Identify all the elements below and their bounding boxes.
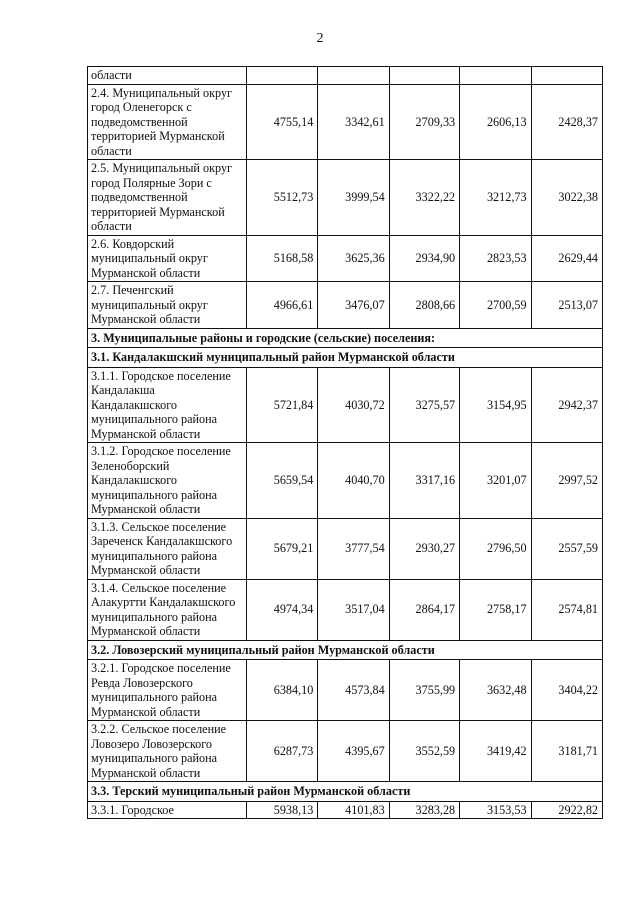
table-row — [88, 443, 603, 519]
table-row — [88, 721, 603, 782]
table-row — [88, 160, 603, 236]
value-cell: 2758,17 — [460, 579, 531, 640]
value-cell: 4395,67 — [318, 721, 389, 782]
territory-name-cell: 3.3.1. Городское — [88, 801, 247, 819]
value-cell: 3317,16 — [389, 443, 459, 519]
value-cell: 3999,54 — [318, 160, 389, 236]
territory-name-cell: области — [88, 67, 247, 85]
value-cell: 4966,61 — [246, 282, 317, 329]
table-row — [88, 67, 603, 85]
value-cell: 3022,38 — [531, 160, 602, 236]
value-cell: 2934,90 — [389, 235, 459, 282]
territory-name-cell: 2.7. Печенгский муниципальный округ Мурманской области — [88, 282, 247, 329]
value-cell: 4573,84 — [318, 660, 389, 721]
tariff-table — [87, 66, 603, 819]
value-cell: 3476,07 — [318, 282, 389, 329]
value-cell: 3777,54 — [318, 518, 389, 579]
value-cell: 3275,57 — [389, 367, 459, 443]
value-cell: 2700,59 — [460, 282, 531, 329]
value-cell: 4974,34 — [246, 579, 317, 640]
value-cell: 3755,99 — [389, 660, 459, 721]
value-cell: 2864,17 — [389, 579, 459, 640]
table-row — [88, 579, 603, 640]
value-cell: 3153,53 — [460, 801, 531, 819]
page-number: 2 — [316, 31, 324, 46]
value-cell: 3181,71 — [531, 721, 602, 782]
value-cell: 5168,58 — [246, 235, 317, 282]
value-cell: 2922,82 — [531, 801, 602, 819]
value-cell: 3322,22 — [389, 160, 459, 236]
table-body — [88, 67, 603, 819]
territory-name-cell: 2.6. Ковдорский муниципальный округ Мурманской области — [88, 235, 247, 282]
territory-name-cell: 3.1.4. Сельское поселение Алакуртти Кандалакшского муниципального района Мурманской области — [88, 579, 247, 640]
value-cell: 3517,04 — [318, 579, 389, 640]
value-cell: 5659,54 — [246, 443, 317, 519]
value-cell: 2557,59 — [531, 518, 602, 579]
value-cell: 4101,83 — [318, 801, 389, 819]
value-cell: 2629,44 — [531, 235, 602, 282]
value-cell: 2606,13 — [460, 84, 531, 160]
value-cell — [246, 67, 317, 85]
table-row — [88, 282, 603, 329]
table-row — [88, 518, 603, 579]
table-row — [88, 801, 603, 819]
value-cell — [318, 67, 389, 85]
value-cell: 2513,07 — [531, 282, 602, 329]
value-cell — [531, 67, 602, 85]
value-cell: 2930,27 — [389, 518, 459, 579]
value-cell — [460, 67, 531, 85]
section-header-row — [88, 328, 603, 348]
value-cell: 3625,36 — [318, 235, 389, 282]
value-cell: 2709,33 — [389, 84, 459, 160]
value-cell: 4040,70 — [318, 443, 389, 519]
value-cell: 3212,73 — [460, 160, 531, 236]
section-header-row — [88, 782, 603, 802]
value-cell: 3283,28 — [389, 801, 459, 819]
table-row — [88, 660, 603, 721]
value-cell: 2823,53 — [460, 235, 531, 282]
value-cell: 5512,73 — [246, 160, 317, 236]
table-row — [88, 367, 603, 443]
territory-name-cell: 3.2.2. Сельское поселение Ловозеро Ловозерского муниципального района Мурманской области — [88, 721, 247, 782]
value-cell: 6287,73 — [246, 721, 317, 782]
value-cell: 5721,84 — [246, 367, 317, 443]
section-header-row — [88, 640, 603, 660]
section-header-row — [88, 348, 603, 368]
value-cell: 3404,22 — [531, 660, 602, 721]
section-title: 3.2. Ловозерский муниципальный район Мурманской области — [88, 640, 603, 660]
value-cell: 2942,37 — [531, 367, 602, 443]
value-cell: 2808,66 — [389, 282, 459, 329]
value-cell: 2428,37 — [531, 84, 602, 160]
value-cell: 3419,42 — [460, 721, 531, 782]
value-cell: 5938,13 — [246, 801, 317, 819]
value-cell: 2997,52 — [531, 443, 602, 519]
territory-name-cell: 2.5. Муниципальный округ город Полярные Зори с подведомственной территорией Мурманской области — [88, 160, 247, 236]
section-title: 3. Муниципальные районы и городские (сельские) поселения: — [88, 328, 603, 348]
value-cell: 2796,50 — [460, 518, 531, 579]
value-cell: 3342,61 — [318, 84, 389, 160]
table-row — [88, 84, 603, 160]
value-cell: 2574,81 — [531, 579, 602, 640]
territory-name-cell: 3.1.3. Сельское поселение Зареченск Кандалакшского муниципального района Мурманской области — [88, 518, 247, 579]
value-cell: 3154,95 — [460, 367, 531, 443]
territory-name-cell: 2.4. Муниципальный округ город Оленегорск с подведомственной территорией Мурманской области — [88, 84, 247, 160]
territory-name-cell: 3.2.1. Городское поселение Ревда Ловозерского муниципального района Мурманской области — [88, 660, 247, 721]
value-cell: 3632,48 — [460, 660, 531, 721]
value-cell: 5679,21 — [246, 518, 317, 579]
section-title: 3.1. Кандалакшский муниципальный район Мурманской области — [88, 348, 603, 368]
value-cell: 3552,59 — [389, 721, 459, 782]
value-cell: 4030,72 — [318, 367, 389, 443]
section-title: 3.3. Терский муниципальный район Мурманской области — [88, 782, 603, 802]
territory-name-cell: 3.1.2. Городское поселение Зеленоборский Кандалакшского муниципального района Мурманской области — [88, 443, 247, 519]
value-cell: 4755,14 — [246, 84, 317, 160]
territory-name-cell: 3.1.1. Городское поселение Кандалакша Кандалакшского муниципального района Мурманской области — [88, 367, 247, 443]
table-row — [88, 235, 603, 282]
value-cell: 3201,07 — [460, 443, 531, 519]
value-cell: 6384,10 — [246, 660, 317, 721]
value-cell — [389, 67, 459, 85]
